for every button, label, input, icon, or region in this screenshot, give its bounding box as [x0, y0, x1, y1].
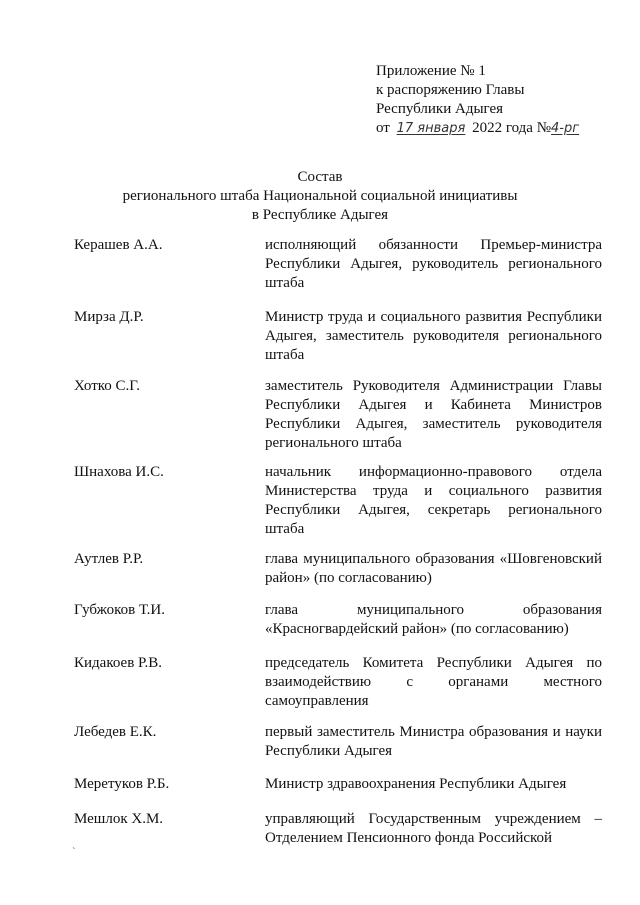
member-name: Керашев А.А. [74, 237, 163, 253]
member-name: Губжоков Т.И. [74, 602, 166, 618]
handwritten-date: 17 января [396, 121, 466, 136]
appendix-number: Приложение № 1 [376, 63, 486, 79]
member-name: Шнахова И.С. [74, 464, 164, 480]
title-line-2: регионального штаба Национальной социальной инициативы [122, 188, 518, 204]
member-name: Мирза Д.Р. [74, 309, 144, 325]
appendix-order-ref: к распоряжению Главы [376, 82, 525, 98]
member-role: начальник информационно-правового отдела Министерства труда и социального развития Республики Адыгея, секретарь регионального штаба [265, 464, 602, 537]
member-role: заместитель Руководителя Администрации Главы Республики Адыгея и Кабинета Министров Республики Адыгея, заместитель руководителя регионального штаба [265, 378, 602, 451]
member-role: глава муниципального образования «Шовгеновский район» (по согласованию) [265, 551, 602, 586]
member-name: Кидакоев Р.В. [74, 655, 162, 671]
appendix-date-line [376, 119, 585, 138]
member-name: Хотко С.Г. [74, 378, 141, 394]
member-name: Мешлок Х.М. [74, 811, 164, 827]
member-role: Министр труда и социального развития Республики Адыгея, заместитель руководителя регионального штаба [265, 309, 602, 363]
member-name: Аутлев Р.Р. [74, 551, 144, 567]
member-role: управляющий Государственным учреждением – Отделением Пенсионного фонда Российской [265, 811, 602, 846]
appendix-region: Республики Адыгея [376, 101, 504, 117]
member-role: Министр здравоохранения Республики Адыгея [265, 776, 567, 792]
title-line-1: Состав [297, 169, 343, 185]
document-title [0, 168, 640, 225]
scan-mark: ` [72, 846, 76, 858]
appendix-header [376, 62, 585, 138]
member-name: Меретуков Р.Б. [74, 776, 170, 792]
year-text: 2022 года № [472, 120, 552, 136]
handwritten-number: 4-рг [551, 121, 580, 136]
member-name: Лебедев Е.К. [74, 724, 157, 740]
member-role: глава муниципального образования «Красногвардейский район» (по согласованию) [265, 602, 602, 637]
member-role: исполняющий обязанности Премьер-министра Республики Адыгея, руководитель регионального штаба [265, 237, 602, 291]
date-prefix: от [376, 120, 390, 136]
title-line-3: в Республике Адыгея [251, 207, 389, 223]
member-role: председатель Комитета Республики Адыгея по взаимодействию с органами местного самоуправления [265, 655, 602, 709]
member-role: первый заместитель Министра образования и науки Республики Адыгея [265, 724, 602, 759]
